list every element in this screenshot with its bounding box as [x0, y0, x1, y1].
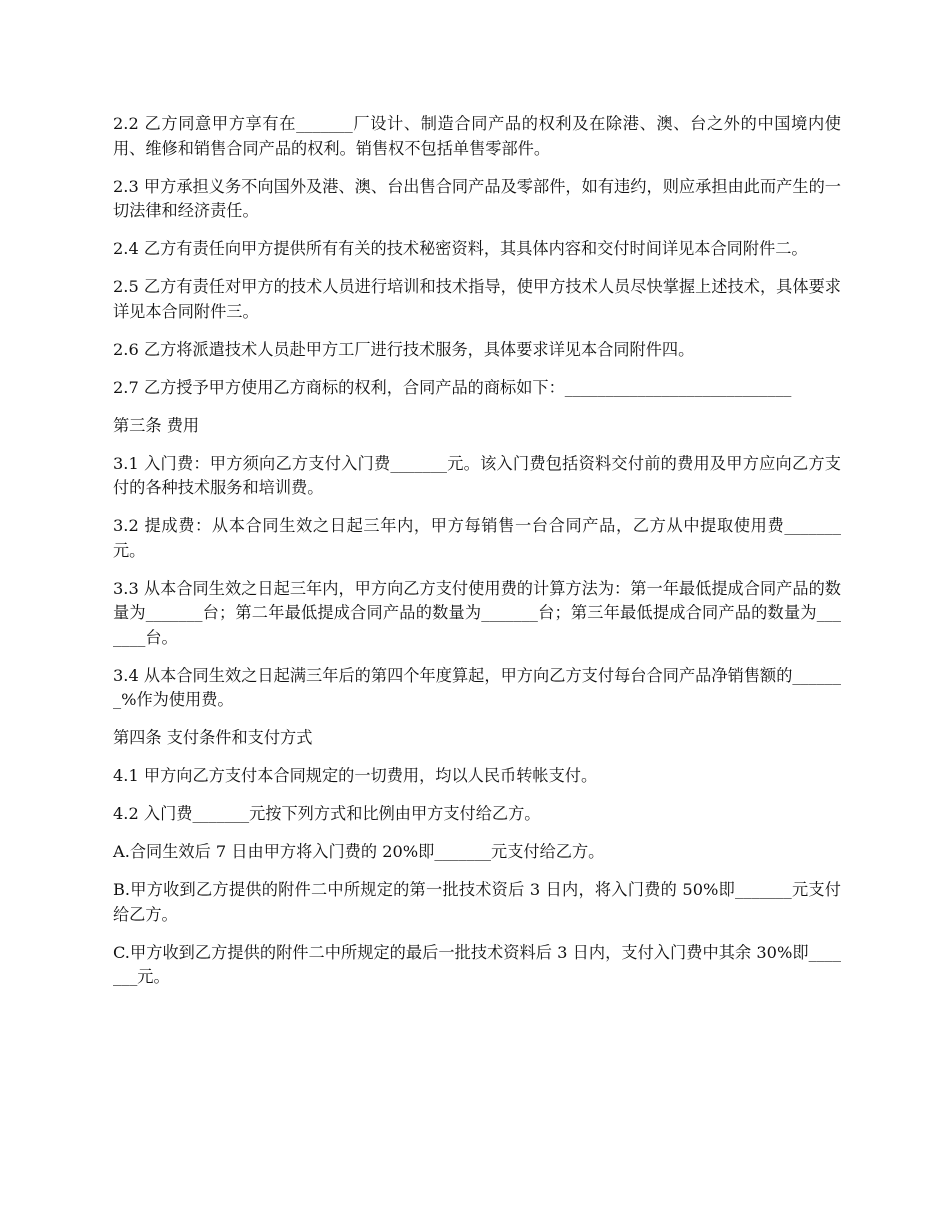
clause-2-5: 2.5 乙方有责任对甲方的技术人员进行培训和技术指导，使甲方技术人员尽快掌握上述技术，具体要求详见本合同附件三。	[113, 277, 841, 321]
clause-3-2: 3.2 提成费：从本合同生效之日起三年内，甲方每销售一台合同产品，乙方从中提取使用费_______元。	[113, 516, 841, 560]
article-4-heading: 第四条 支付条件和支付方式	[113, 728, 313, 747]
clause-3-4: 3.4 从本合同生效之日起满三年后的第四个年度算起，甲方向乙方支付每台合同产品净销售额的_______%作为使用费。	[113, 665, 841, 709]
clause-4-1: 4.1 甲方向乙方支付本合同规定的一切费用，均以人民币转帐支付。	[113, 766, 598, 785]
clause-4-2-a: A.合同生效后 7 日由甲方将入门费的 20%即_______元支付给乙方。	[113, 842, 605, 861]
clause-4-2-c: C.甲方收到乙方提供的附件二中所规定的最后一批技术资料后 3 日内，支付入门费中其余 30%即_______元。	[113, 942, 841, 986]
clause-3-3: 3.3 从本合同生效之日起三年内，甲方向乙方支付使用费的计算方法为：第一年最低提成合同产品的数量为_______台；第二年最低提成合同产品的数量为_______台；第三年最低提成合同产品的数量为_______台。	[113, 578, 841, 647]
clause-2-6: 2.6 乙方将派遣技术人员赴甲方工厂进行技术服务，具体要求详见本合同附件四。	[113, 339, 695, 359]
clause-2-3: 2.3 甲方承担义务不向国外及港、澳、台出售合同产品及零部件，如有违约，则应承担由此而产生的一切法律和经济责任。	[113, 176, 841, 220]
document-page	[113, 112, 841, 1003]
article-3-heading: 第三条 费用	[113, 415, 200, 435]
clause-2-2: 2.2 乙方同意甲方享有在_______厂设计、制造合同产品的权利及在除港、澳、台之外的中国境内使用、维修和销售合同产品的权利。销售权不包括单售零部件。	[113, 114, 841, 158]
clause-4-2-b: B.甲方收到乙方提供的附件二中所规定的第一批技术资后 3 日内，将入门费的 50%即_______元支付给乙方。	[113, 880, 841, 924]
clause-3-1: 3.1 入门费：甲方须向乙方支付入门费_______元。该入门费包括资料交付前的费用及甲方应向乙方支付的各种技术服务和培训费。	[113, 453, 841, 497]
clause-4-2: 4.2 入门费_______元按下列方式和比例由甲方支付给乙方。	[113, 804, 541, 823]
clause-2-7: 2.7 乙方授予甲方使用乙方商标的权利，合同产品的商标如下：____________________________	[113, 377, 792, 397]
clause-2-4: 2.4 乙方有责任向甲方提供所有有关的技术秘密资料，其具体内容和交付时间详见本合同附件二。	[113, 239, 808, 258]
